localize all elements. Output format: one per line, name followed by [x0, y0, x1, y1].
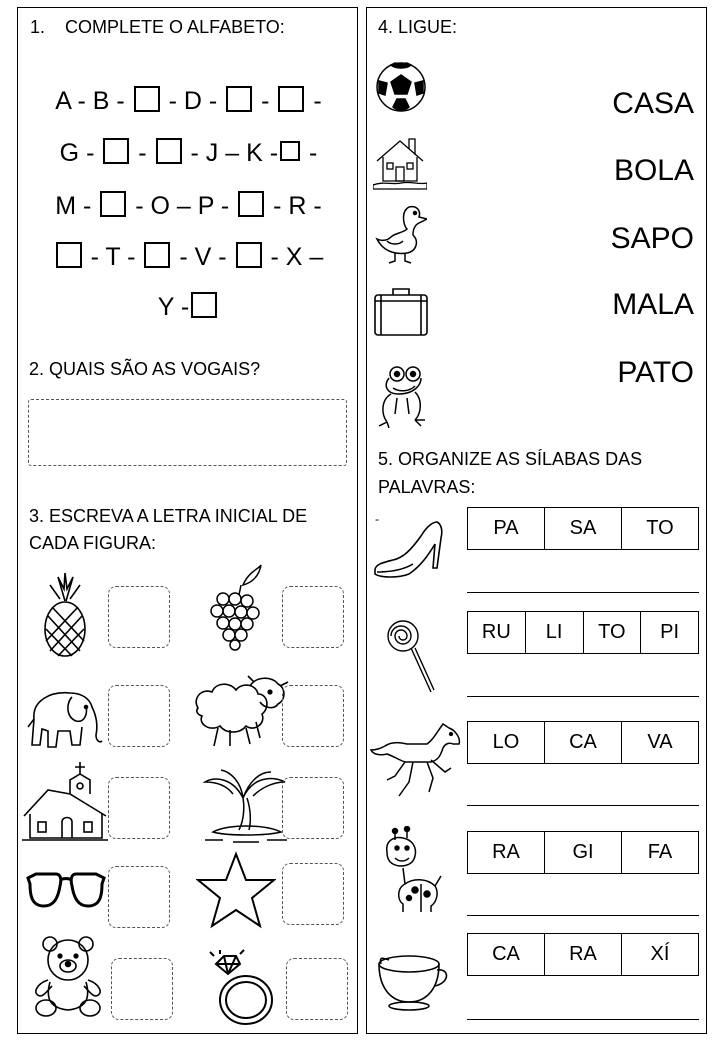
answer-box-4[interactable] — [282, 685, 344, 747]
letter-answer-box[interactable] — [278, 86, 304, 112]
section3-title-line1: 3. ESCREVA A LETRA INICIAL DE — [29, 506, 308, 526]
letter-answer-box[interactable] — [238, 191, 264, 217]
syllable: GI — [545, 832, 622, 873]
ball-icon — [375, 61, 427, 113]
elephant-icon — [26, 683, 104, 753]
alphabet-text: Y - — [157, 293, 190, 321]
alphabet-row — [18, 83, 359, 119]
alphabet-text: - D - — [161, 87, 225, 115]
star-icon — [196, 850, 276, 930]
alphabet-text: - R - — [266, 192, 322, 220]
syllable: RA — [545, 934, 622, 975]
alphabet-row — [18, 289, 359, 325]
letter-answer-box[interactable] — [280, 141, 300, 161]
syllables-table-5 — [467, 933, 699, 976]
syllable: RA — [468, 832, 545, 873]
answer-box-1[interactable] — [108, 586, 170, 648]
section5-title-line2: PALAVRAS: — [378, 477, 476, 497]
alphabet-text: - T - — [83, 243, 143, 271]
answer-box-6[interactable] — [282, 777, 344, 839]
answer-box-7[interactable] — [108, 866, 170, 928]
left-panel — [17, 7, 358, 1034]
alphabet-text: M - — [55, 192, 99, 220]
letter-answer-box[interactable] — [236, 242, 262, 268]
duck-icon — [373, 203, 427, 265]
suitcase-icon — [373, 285, 429, 339]
grapes-icon — [203, 563, 263, 651]
section1-title: COMPLETE O ALFABETO: — [65, 17, 285, 37]
syllables-table-1 — [467, 507, 699, 550]
syllable: PA — [468, 508, 545, 549]
syllable: VA — [647, 731, 673, 753]
giraffe-icon — [383, 826, 447, 914]
letter-answer-box[interactable] — [191, 292, 217, 318]
shoe-icon — [371, 518, 447, 580]
cup-icon — [375, 952, 451, 1012]
section5-title-line1: 5. ORGANIZE AS SÍLABAS DAS — [378, 449, 643, 469]
answer-box-3[interactable] — [108, 685, 170, 747]
answer-line-5[interactable] — [467, 1019, 699, 1020]
alphabet-row — [18, 188, 359, 224]
ligue-word-3[interactable]: SAPO — [610, 222, 694, 255]
answer-line-3[interactable] — [467, 805, 699, 806]
syllable: LO — [468, 722, 545, 763]
alphabet-text: - O – P - — [128, 192, 237, 220]
alphabet-row — [18, 239, 359, 275]
answer-box-10[interactable] — [286, 958, 348, 1020]
lollipop-icon — [385, 618, 437, 696]
teddy-bear-icon — [28, 936, 108, 1018]
section4-title: 4. LIGUE: — [378, 17, 458, 37]
answer-box-9[interactable] — [111, 958, 173, 1020]
ring-icon — [208, 948, 278, 1028]
section2-title: 2. QUAIS SÃO AS VOGAIS? — [29, 359, 261, 379]
letter-answer-box[interactable] — [103, 138, 129, 164]
alphabet-text: - J – K - — [183, 139, 279, 167]
vowels-answer-box[interactable] — [28, 399, 347, 466]
letter-answer-box[interactable] — [56, 242, 82, 268]
ligue-word-2[interactable]: BOLA — [613, 154, 694, 187]
syllable: PI — [660, 621, 680, 643]
syllable: FA — [647, 841, 673, 863]
alphabet-text: - — [302, 139, 318, 167]
pineapple-icon — [40, 571, 90, 659]
answer-line-2[interactable] — [467, 696, 699, 697]
glasses-icon — [26, 870, 106, 920]
ligue-word-4[interactable]: MALA — [612, 288, 694, 321]
syllable: TO — [584, 612, 642, 653]
horse-icon — [369, 720, 463, 800]
syllables-table-4 — [467, 831, 699, 874]
syllable: TO — [646, 517, 674, 539]
letter-answer-box[interactable] — [144, 242, 170, 268]
syllable: XÍ — [650, 943, 670, 965]
alphabet-text: - — [131, 139, 154, 167]
alphabet-text: - — [306, 87, 322, 115]
answer-line-1[interactable] — [467, 592, 699, 593]
syllables-table-2 — [467, 611, 699, 654]
answer-line-4[interactable] — [467, 915, 699, 916]
ligue-word-5[interactable]: PATO — [617, 356, 694, 389]
house-icon — [373, 135, 427, 193]
letter-answer-box[interactable] — [134, 86, 160, 112]
alphabet-text: - V - — [172, 243, 234, 271]
alphabet-text: G - — [59, 139, 102, 167]
right-panel — [366, 7, 707, 1034]
syllable: SA — [545, 508, 622, 549]
alphabet-row — [18, 135, 359, 171]
section3-title-line2: CADA FIGURA: — [29, 533, 157, 553]
island-icon — [203, 768, 289, 844]
syllable: RU — [468, 612, 526, 653]
syllables-table-3 — [467, 721, 699, 764]
alphabet-text: - X – — [263, 243, 324, 271]
stray-dash: - — [375, 512, 379, 526]
frog-icon — [375, 364, 431, 428]
letter-answer-box[interactable] — [226, 86, 252, 112]
alphabet-text: A - B - — [55, 87, 132, 115]
section1-number: 1. — [30, 17, 46, 37]
syllable: CA — [545, 722, 622, 763]
syllable: CA — [468, 934, 545, 975]
letter-answer-box[interactable] — [100, 191, 126, 217]
letter-answer-box[interactable] — [156, 138, 182, 164]
sheep-icon — [190, 668, 290, 750]
answer-box-2[interactable] — [282, 586, 344, 648]
syllable: LI — [526, 612, 584, 653]
answer-box-5[interactable] — [108, 777, 170, 839]
ligue-word-1[interactable]: CASA — [612, 87, 694, 120]
church-icon — [22, 760, 108, 842]
alphabet-text: - — [254, 87, 277, 115]
section1-heading — [30, 14, 285, 40]
answer-box-8[interactable] — [282, 863, 344, 925]
